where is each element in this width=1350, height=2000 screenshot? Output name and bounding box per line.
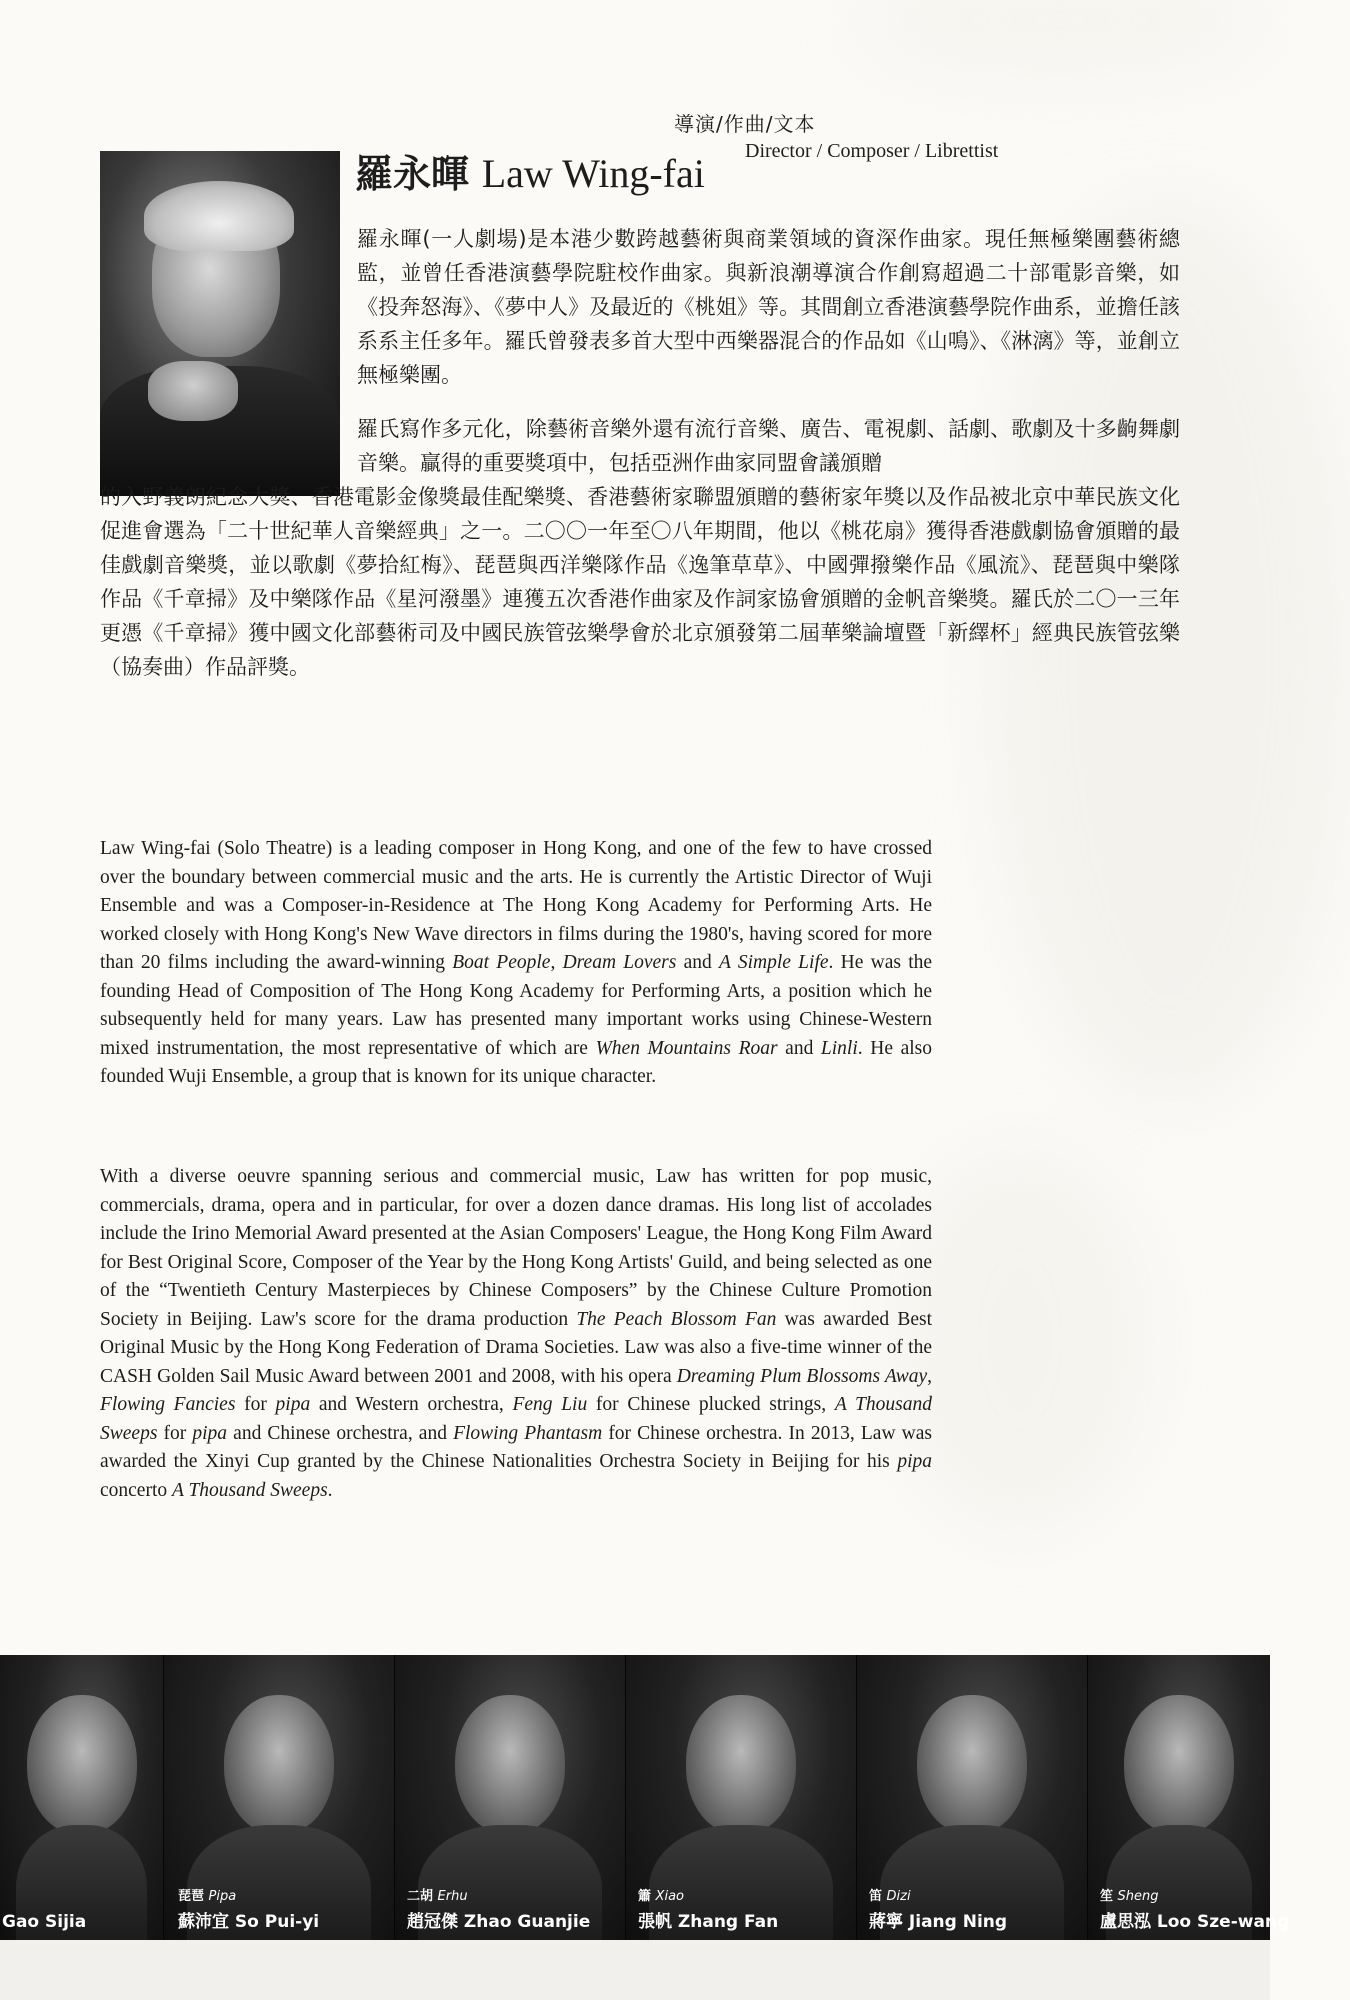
performer-name: 蔣寧 Jiang Ning <box>869 1912 1008 1932</box>
performer-caption: 笙 Sheng 盧思泓 Loo Sze-wang <box>1100 1889 1290 1932</box>
portrait-hair <box>144 181 294 251</box>
work-title: A Thousand Sweeps <box>172 1479 328 1501</box>
performer-caption: 笛 Dizi 蔣寧 Jiang Ning <box>869 1889 1008 1932</box>
film-title: Dream Lovers <box>562 952 677 973</box>
performer-photo <box>1124 1695 1234 1835</box>
bio-english-paragraph-2: With a diverse oeuvre spanning serious and commercial music, Law has written for pop music, commercials, drama, opera and in particular, for over a dozen dance dramas. His long list of accolades include the Irino Memorial Award presented at the Asian Composers' League, the Hong Kong Film Award for Best Original Score, Composer of the Year by the Hong Kong Artists' Guild, and being selected as one of the “Twentieth Century Masterpieces by Chinese Composers” by the Chinese Culture Promotion Society in Beijing. Law's score for the drama production The Peach Blossom Fan was awarded Best Original Music by the Hong Kong Federation of Drama Societies. Law was also a five-time winner of the CASH Golden Sail Music Award between 2001 and 2008, with his opera Dreaming Plum Blossoms Away, Flowing Fancies for pipa and Western orchestra, Feng Liu for Chinese plucked strings, A Thousand Sweeps for pipa and Chinese orchestra, and Flowing Phantasm for Chinese orchestra. In 2013, Law was awarded the Xinyi Cup granted by the Chinese Nationalities Orchestra Society in Beijing for his pipa concerto A Thousand Sweeps. <box>100 1166 932 1501</box>
role-title-chinese: 導演/作曲/文本 <box>674 112 816 136</box>
performer-photo <box>686 1695 796 1835</box>
performer-name: 盧思泓 Loo Sze-wang <box>1100 1912 1290 1932</box>
portrait-hand <box>148 361 238 421</box>
performer-name: Gao Sijia <box>2 1912 87 1932</box>
role-title-english: Director / Composer / Librettist <box>745 140 999 162</box>
bio-english-paragraph-1: Law Wing-fai (Solo Theatre) is a leading composer in Hong Kong, and one of the few to have crossed over the boundary between commercial music and the arts. He is currently the Artistic Director of Wuji Ensemble and was a Composer-in-Residence at The Hong Kong Academy for Performing Arts. He worked closely with Hong Kong's New Wave directors in films during the 1980's, having scored for more than 20 films including the award-winning Boat People, Dream Lovers and A Simple Life. He was the founding Head of Composition of The Hong Kong Academy for Performing Arts, a position which he subsequently held for many years. Law has presented many important works using Chinese-Western mixed instrumentation, the most representative of which are When Mountains Roar and Linli. He also founded Wuji Ensemble, a group that is known for its unique character. <box>100 838 933 1087</box>
bio-chinese-paragraph-2-top: 羅氏寫作多元化，除藝術音樂外還有流行音樂、廣告、電視劇、話劇、歌劇及十多齣舞劇音樂。贏得的重要獎項中，包括亞洲作曲家同盟會議頒贈 <box>357 417 1180 475</box>
performer-name: 趙冠傑 Zhao Guanjie <box>407 1912 591 1932</box>
work-title: The Peach Blossom Fan <box>576 1308 777 1330</box>
performer-panel <box>626 1655 857 1940</box>
performer-panel <box>395 1655 626 1940</box>
work-title: Flowing Fancies <box>100 1394 236 1415</box>
person-name-chinese: 羅永暉 <box>355 152 470 196</box>
performer-caption: 琵琶 Pipa 蘇沛宜 So Pui-yi <box>178 1889 320 1932</box>
work-title: Linli <box>820 1037 858 1059</box>
person-name-english: Law Wing-fai <box>481 151 705 196</box>
person-name <box>355 148 705 200</box>
performer-photo-strip <box>0 1655 1290 1940</box>
performer-caption: 二胡 Erhu 趙冠傑 Zhao Guanjie <box>407 1889 591 1932</box>
work-title: When Mountains Roar <box>595 1037 778 1059</box>
performer-name: 蘇沛宜 So Pui-yi <box>178 1912 320 1932</box>
work-title: A Thousand Sweeps <box>100 1394 932 1444</box>
performer-photo <box>27 1695 137 1835</box>
work-title: Flowing Phantasm <box>453 1422 603 1444</box>
performer-name: 張帆 Zhang Fan <box>638 1912 779 1932</box>
performer-photo <box>455 1695 565 1835</box>
performer-panel <box>857 1655 1088 1940</box>
performer-caption: 簫 Xiao 張帆 Zhang Fan <box>638 1889 779 1932</box>
performer-photo <box>224 1695 334 1835</box>
work-title: Dreaming Plum Blossoms Away <box>676 1365 928 1387</box>
performer-caption <box>2 1909 86 1932</box>
performer-panel <box>164 1655 395 1940</box>
film-title: A Simple Life <box>719 952 829 973</box>
portrait-photo <box>100 151 340 481</box>
performer-panel <box>1088 1655 1290 1940</box>
performer-panel <box>0 1655 164 1940</box>
film-title: Boat People <box>452 952 551 973</box>
bio-chinese-paragraph-2-rest: 的入野義朗紀念大獎、香港電影金像獎最佳配樂獎、香港藝術家聯盟頒贈的藝術家年獎以及作品被北京中華民族文化促進會選為「二十世紀華人音樂經典」之一。二〇〇一年至〇八年期間，他以《桃花扇》獲得香港戲劇協會頒贈的最佳戲劇音樂獎，並以歌劇《夢拾紅梅》、琵琶與西洋樂隊作品《逸筆草草》、中國彈撥樂作品《風流》、琵琶與中樂隊作品《千章掃》及中樂隊作品《星河潑墨》連獲五次香港作曲家及作詞家協會頒贈的金帆音樂獎。羅氏於二〇一三年更憑《千章掃》獲中國文化部藝術司及中國民族管弦樂學會於北京頒發第二屆華樂論壇暨「新繹杯」經典民族管弦樂（協奏曲）作品評獎。 <box>100 485 1180 679</box>
ink-wash-decoration <box>850 0 1270 80</box>
page-bottom-margin <box>0 1940 1270 2000</box>
work-title: Feng Liu <box>512 1394 588 1415</box>
performer-photo <box>917 1695 1027 1835</box>
bio-chinese-paragraph-1: 羅永暉(一人劇場)是本港少數跨越藝術與商業領域的資深作曲家。現任無極樂團藝術總監，並曾任香港演藝學院駐校作曲家。與新浪潮導演合作創寫超過二十部電影音樂，如《投奔怒海》、《夢中人》及最近的《桃姐》等。其間創立香港演藝學院作曲系，並擔任該系系主任多年。羅氏曾發表多首大型中西樂器混合的作品如《山鳴》、《淋漓》等，並創立無極樂團。 <box>357 227 1180 387</box>
